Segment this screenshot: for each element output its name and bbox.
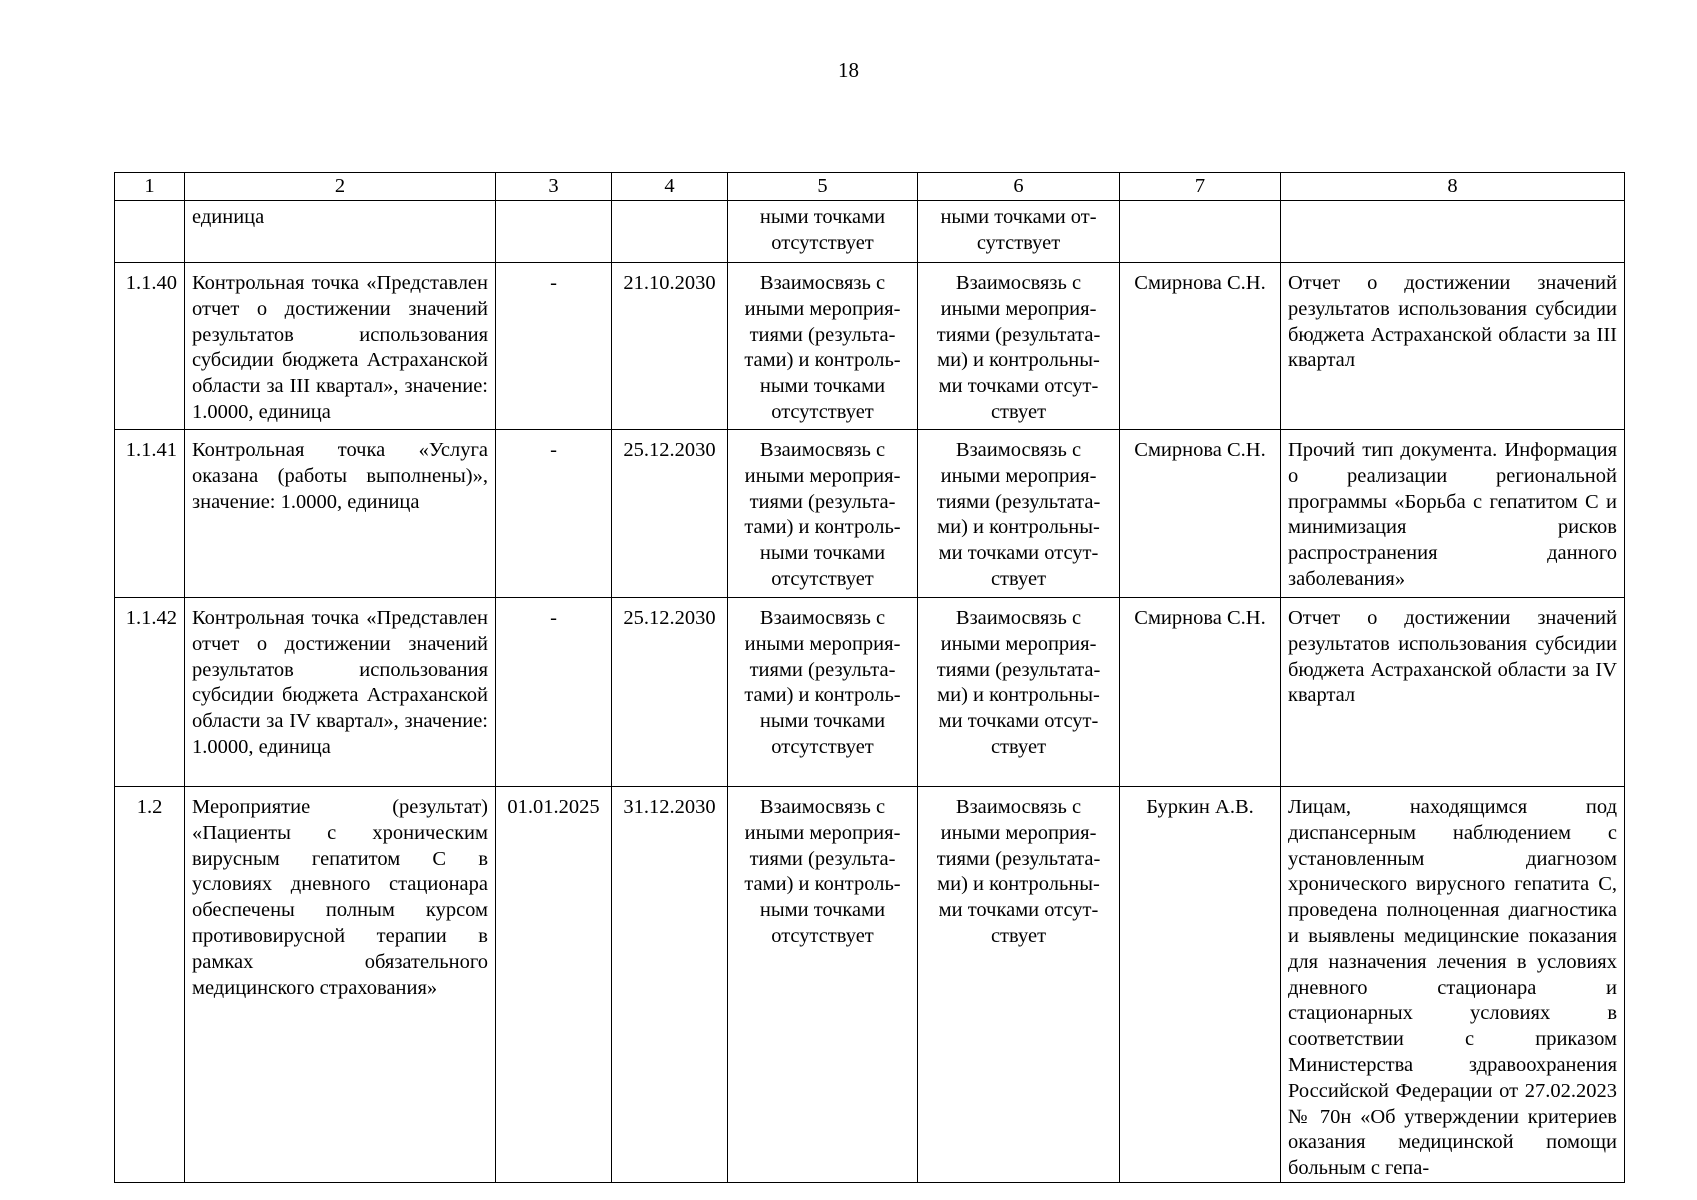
- row-start-date: [496, 201, 612, 263]
- row-document: Прочий тип документа. Информация о реализации региональной программы «Борьба с гепатитом С и минимизация рисков распространения данного заболевания»: [1281, 430, 1625, 598]
- header-cell: 8: [1281, 173, 1625, 201]
- row-end-date: 21.10.2030: [612, 263, 728, 430]
- row-link-prev: ными точками отсутствует: [728, 201, 918, 263]
- table-row: [115, 263, 1625, 430]
- plan-table: [114, 172, 1625, 1183]
- row-document: Отчет о достижении значений результатов использования субсидии бюджета Астраханской области за III квартал: [1281, 263, 1625, 430]
- row-link-next: ными точками от- сутствует: [918, 201, 1120, 263]
- table-row: [115, 430, 1625, 598]
- row-responsible: Смирнова С.Н.: [1120, 430, 1281, 598]
- row-number: 1.2: [115, 787, 185, 1183]
- row-responsible: Буркин А.В.: [1120, 787, 1281, 1183]
- row-end-date: 31.12.2030: [612, 787, 728, 1183]
- row-end-date: [612, 201, 728, 263]
- row-document: [1281, 201, 1625, 263]
- header-cell: 4: [612, 173, 728, 201]
- row-number: [115, 201, 185, 263]
- row-link-next: Взаимосвязь с иными мероприя- тиями (результата- ми) и контрольны- ми точками отсут- ствует: [918, 598, 1120, 787]
- row-name: Мероприятие (результат) «Пациенты с хроническим вирусным гепатитом С в условиях дневного стационара обеспечены полным курсом противовирусной терапии в рамках обязательного медицинского страхования»: [185, 787, 496, 1183]
- row-start-date: 01.01.2025: [496, 787, 612, 1183]
- row-link-next: Взаимосвязь с иными мероприя- тиями (результата- ми) и контрольны- ми точками отсут- ствует: [918, 263, 1120, 430]
- row-document: Отчет о достижении значений результатов использования субсидии бюджета Астраханской области за IV квартал: [1281, 598, 1625, 787]
- table-header-row: [115, 173, 1625, 201]
- row-link-next: Взаимосвязь с иными мероприя- тиями (результата- ми) и контрольны- ми точками отсут- ствует: [918, 430, 1120, 598]
- row-end-date: 25.12.2030: [612, 598, 728, 787]
- row-link-prev: Взаимосвязь с иными мероприя- тиями (результа- тами) и контроль- ными точками отсутствует: [728, 787, 918, 1183]
- row-link-prev: Взаимосвязь с иными мероприя- тиями (результа- тами) и контроль- ными точками отсутствует: [728, 430, 918, 598]
- table-row: [115, 787, 1625, 1183]
- row-start-date: -: [496, 598, 612, 787]
- row-start-date: -: [496, 263, 612, 430]
- header-cell: 6: [918, 173, 1120, 201]
- header-cell: 7: [1120, 173, 1281, 201]
- row-number: 1.1.40: [115, 263, 185, 430]
- row-name: единица: [185, 201, 496, 263]
- table-row: [115, 598, 1625, 787]
- row-link-next: Взаимосвязь с иными мероприя- тиями (результата- ми) и контрольны- ми точками отсут- ствует: [918, 787, 1120, 1183]
- table-row: [115, 201, 1625, 263]
- row-responsible: Смирнова С.Н.: [1120, 598, 1281, 787]
- header-cell: 3: [496, 173, 612, 201]
- row-name: Контрольная точка «Представлен отчет о достижении значений результатов использования субсидии бюджета Астраханской области за III квартал», значение: 1.0000, единица: [185, 263, 496, 430]
- row-start-date: -: [496, 430, 612, 598]
- header-cell: 2: [185, 173, 496, 201]
- row-document: Лицам, находящимся под диспансерным наблюдением с установленным диагнозом хронического вирусного гепатита С, проведена полноценная диагностика и выявлены медицинские показания для назначения лечения в условиях дневного стационара и стационарных условиях в соответствии с приказом Министерства здравоохранения Российской Федерации от 27.02.2023 № 70н «Об утверждении критериев оказания медицинской помощи больным с гепа-: [1281, 787, 1625, 1183]
- row-name: Контрольная точка «Представлен отчет о достижении значений результатов использования субсидии бюджета Астраханской области за IV квартал», значение: 1.0000, единица: [185, 598, 496, 787]
- row-responsible: [1120, 201, 1281, 263]
- row-link-prev: Взаимосвязь с иными мероприя- тиями (результа- тами) и контроль- ными точками отсутствует: [728, 598, 918, 787]
- row-end-date: 25.12.2030: [612, 430, 728, 598]
- header-cell: 5: [728, 173, 918, 201]
- row-number: 1.1.42: [115, 598, 185, 787]
- row-link-prev: Взаимосвязь с иными мероприя- тиями (результа- тами) и контроль- ными точками отсутствует: [728, 263, 918, 430]
- row-responsible: Смирнова С.Н.: [1120, 263, 1281, 430]
- header-cell: 1: [115, 173, 185, 201]
- row-number: 1.1.41: [115, 430, 185, 598]
- row-name: Контрольная точка «Услуга оказана (работы выполнены)», значение: 1.0000, единица: [185, 430, 496, 598]
- page-number: 18: [838, 58, 859, 82]
